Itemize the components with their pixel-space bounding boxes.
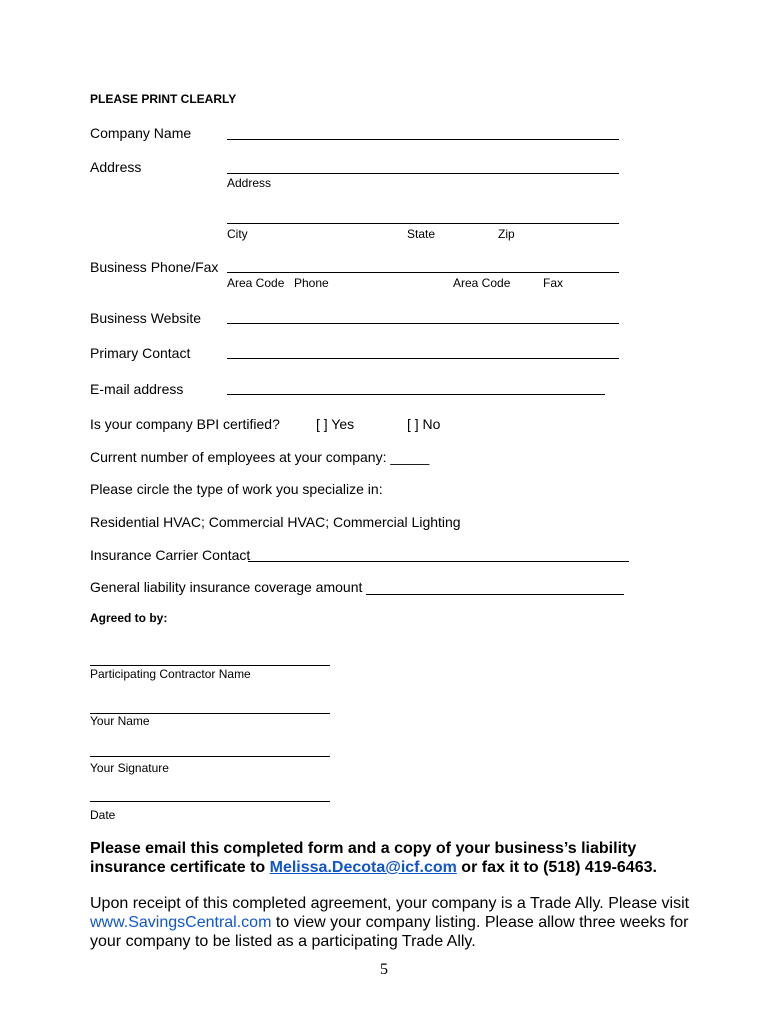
submission-instructions <box>90 839 690 877</box>
insurance-carrier-line[interactable] <box>248 561 629 562</box>
closing-paragraph <box>90 894 690 951</box>
date-label: Date <box>90 808 116 822</box>
signature-line[interactable] <box>90 756 330 757</box>
bpi-question: Is your company BPI certified? <box>90 416 280 432</box>
liability-amount-label: General liability insurance coverage amount <box>90 579 363 595</box>
email-link[interactable]: Melissa.Decota@icf.com <box>269 859 457 876</box>
area-code-label-1: Area Code <box>227 276 285 290</box>
contractor-name-line[interactable] <box>90 665 330 666</box>
email-label: E-mail address <box>90 381 184 397</box>
agreed-heading: Agreed to by: <box>90 611 168 625</box>
primary-contact-label: Primary Contact <box>90 345 191 361</box>
page-number: 5 <box>380 961 388 978</box>
business-website-label: Business Website <box>90 310 202 326</box>
employees-field[interactable]: Current number of employees at your company: _____ <box>90 449 430 465</box>
city-label: City <box>227 227 248 241</box>
phone-fax-line[interactable] <box>227 272 619 273</box>
address-line[interactable] <box>227 173 619 174</box>
phone-label: Phone <box>294 276 329 290</box>
fax-label: Fax <box>543 276 564 290</box>
state-label: State <box>407 227 436 241</box>
zip-label: Zip <box>498 227 515 241</box>
insurance-carrier-label: Insurance Carrier Contact <box>90 547 251 563</box>
primary-contact-line[interactable] <box>227 358 619 359</box>
instructions-text-1: Please email this completed form and a copy of your business’s liability insurance certificate to <box>90 840 637 876</box>
business-website-line[interactable] <box>227 323 619 324</box>
address-label: Address <box>90 159 142 175</box>
specialize-options[interactable]: Residential HVAC; Commercial HVAC; Commercial Lighting <box>90 514 461 530</box>
instructions-text-2: or fax it to (518) 419-6463. <box>456 859 657 876</box>
area-code-label-2: Area Code <box>453 276 511 290</box>
contractor-name-label: Participating Contractor Name <box>90 667 251 681</box>
city-state-zip-line[interactable] <box>227 223 619 224</box>
business-phone-fax-label: Business Phone/Fax <box>90 259 219 275</box>
your-name-label: Your Name <box>90 714 150 728</box>
company-name-label: Company Name <box>90 125 192 141</box>
closing-text-1: Upon receipt of this completed agreement, your company is a Trade Ally. Please visit <box>90 895 690 912</box>
email-line[interactable] <box>227 394 605 395</box>
form-heading: PLEASE PRINT CLEARLY <box>90 92 237 106</box>
date-line[interactable] <box>90 801 330 802</box>
address-sub-label: Address <box>227 176 272 190</box>
liability-amount-line[interactable] <box>366 594 624 595</box>
company-name-line[interactable] <box>227 139 619 140</box>
closing-text-2: to view your company listing. Please allow three weeks for your company to be listed as a participating Trade Ally. <box>90 914 689 950</box>
website-link[interactable]: www.SavingsCentral.com <box>90 914 272 931</box>
signature-label: Your Signature <box>90 761 169 775</box>
bpi-yes-checkbox[interactable]: [ ] Yes <box>316 416 355 432</box>
bpi-no-checkbox[interactable]: [ ] No <box>407 416 441 432</box>
specialize-prompt: Please circle the type of work you specialize in: <box>90 481 383 497</box>
